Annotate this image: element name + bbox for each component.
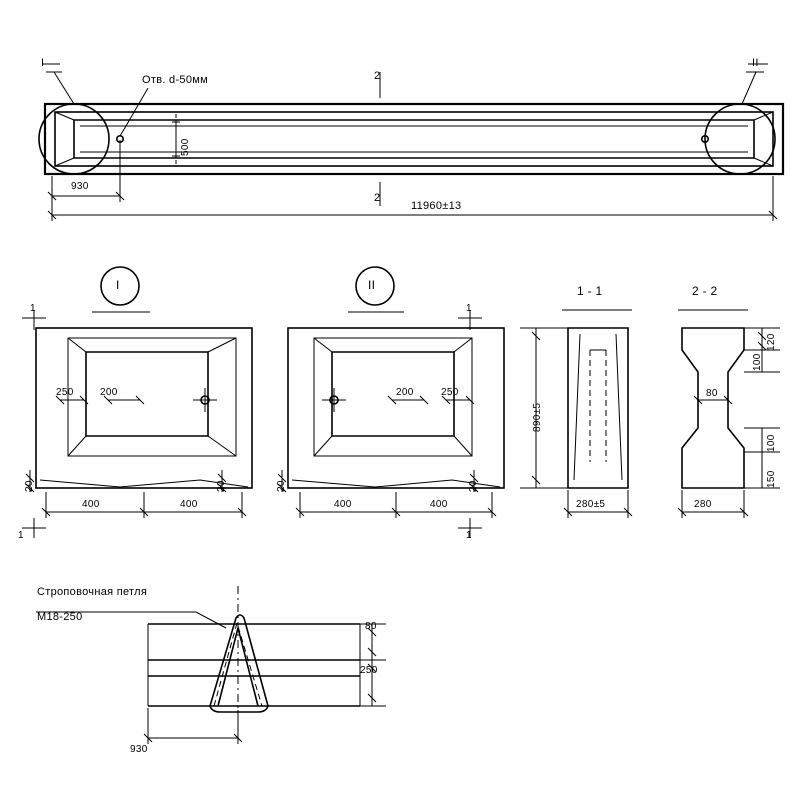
detail-II-title: II <box>368 278 376 292</box>
loop-note-line2: М18-250 <box>37 611 83 623</box>
detail-I-dim-200: 200 <box>100 387 118 398</box>
detail-II-dim-250: 250 <box>441 387 459 398</box>
loop-dim-width: 930 <box>130 744 148 755</box>
section-2-2-dim-bottom-inner: 100 <box>766 434 777 452</box>
plan-section-mark-bottom: 2 <box>374 192 381 204</box>
plan-section-mark-top: 2 <box>374 70 381 82</box>
detail-I-dim-250: 250 <box>56 387 74 398</box>
lifting-loop-detail <box>36 586 386 748</box>
detail-II-section-mark-bottom: 1 <box>466 530 472 541</box>
section-1-1-dim-width: 280±5 <box>576 499 606 510</box>
detail-I-dim-400-left: 400 <box>82 499 100 510</box>
section-1-1-title: 1 - 1 <box>577 284 603 298</box>
detail-I-section-mark-bottom: 1 <box>18 530 24 541</box>
hole-note: Отв. d-50мм <box>142 74 208 86</box>
section-2-2-title: 2 - 2 <box>692 284 718 298</box>
detail-I-title: I <box>116 278 120 292</box>
section-2-2-dim-bottom: 150 <box>766 470 777 488</box>
section-1-1-dim-height: 890±5 <box>532 402 543 432</box>
loop-dim-top: 80 <box>365 621 377 632</box>
section-2-2-dim-top: 120 <box>766 333 777 351</box>
loop-note-line1: Строповочная петля <box>37 586 148 598</box>
detail-I-dim-400-right: 400 <box>180 499 198 510</box>
loop-dim-height: 250 <box>360 665 378 676</box>
detail-II-dim-400-left: 400 <box>334 499 352 510</box>
detail-II-dim-400-right: 400 <box>430 499 448 510</box>
plan-dim-total-length: 11960±13 <box>411 200 462 212</box>
plan-mark-left: I <box>41 57 45 69</box>
plan-view <box>39 64 783 221</box>
section-2-2-dim-web: 80 <box>706 388 718 399</box>
detail-II-dim-20-left: 20 <box>276 480 287 492</box>
section-2-2-dim-width: 280 <box>694 499 712 510</box>
detail-I-section-mark-top: 1 <box>30 303 36 314</box>
plan-dim-end-width: 930 <box>71 181 89 192</box>
detail-II-dim-20-right: 20 <box>468 480 479 492</box>
detail-view-I <box>22 267 252 538</box>
plan-dim-inner-height: 500 <box>180 138 191 156</box>
section-2-2 <box>678 310 780 518</box>
detail-I-dim-20-left: 20 <box>24 480 35 492</box>
detail-II-section-mark-top: 1 <box>466 303 472 314</box>
detail-II-dim-200: 200 <box>396 387 414 398</box>
detail-I-dim-20-right: 20 <box>216 480 227 492</box>
section-2-2-dim-top-inner: 100 <box>752 353 763 371</box>
plan-mark-right: II <box>752 57 759 69</box>
